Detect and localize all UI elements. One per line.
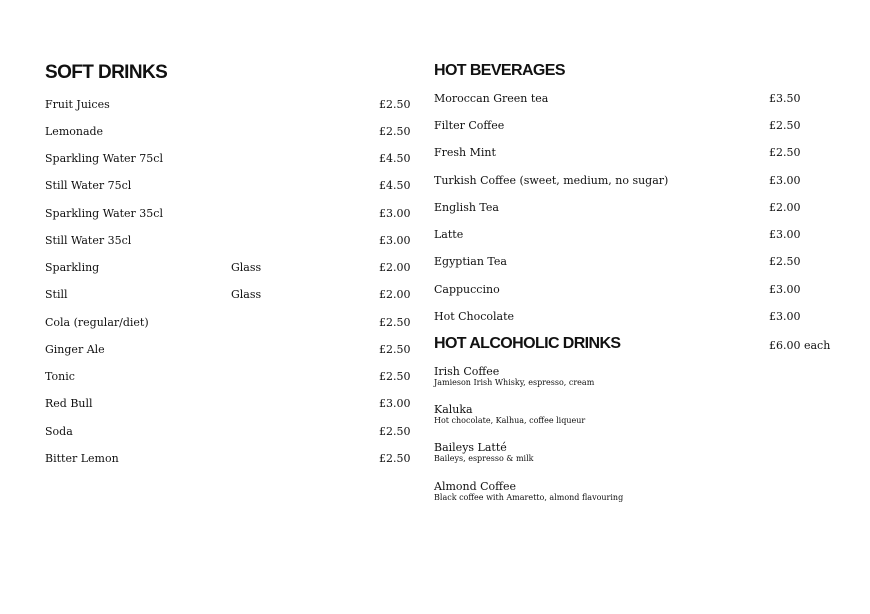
alcoholic-item [434, 403, 814, 426]
menu-item [45, 451, 415, 467]
item-price: £2.00 [769, 201, 801, 214]
item-price: £3.00 [379, 397, 411, 410]
item-name: Sparkling Water 35cl [45, 207, 163, 220]
item-price: £3.00 [769, 228, 801, 241]
item-price: £2.50 [379, 452, 411, 465]
alcoholic-item [434, 480, 814, 503]
item-name: Still Water 35cl [45, 234, 132, 247]
menu-item [45, 424, 415, 440]
item-name: Bitter Lemon [45, 452, 119, 465]
item-name: Moroccan Green tea [434, 92, 549, 105]
item-price: £2.50 [379, 343, 411, 356]
item-price: £4.50 [379, 152, 411, 165]
item-note: Glass [231, 288, 262, 301]
item-price: £2.50 [379, 370, 411, 383]
item-name: Hot Chocolate [434, 310, 515, 323]
menu-item [45, 151, 415, 167]
item-price: £2.50 [379, 98, 411, 111]
item-price: £3.00 [769, 283, 801, 296]
menu-item [45, 233, 415, 249]
menu-item [45, 178, 415, 194]
item-price: £2.50 [379, 125, 411, 138]
item-price: £3.50 [769, 92, 801, 105]
menu-item [434, 173, 844, 189]
item-name: Fruit Juices [45, 98, 110, 111]
price-each: £6.00 each [769, 339, 831, 352]
item-name: Egyptian Tea [434, 255, 507, 268]
item-price: £2.50 [769, 119, 801, 132]
item-price: £4.50 [379, 179, 411, 192]
hot-beverages-heading: HOT BEVERAGES [434, 62, 565, 79]
item-description: Black coffee with Amaretto, almond flavouring [434, 493, 624, 502]
menu-item [45, 260, 415, 276]
item-name: Filter Coffee [434, 119, 505, 132]
item-name: Cappuccino [434, 283, 500, 296]
item-name: Turkish Coffee (sweet, medium, no sugar) [434, 174, 669, 187]
item-name: English Tea [434, 201, 499, 214]
menu-item [434, 282, 844, 298]
item-name: Soda [45, 425, 73, 438]
item-price: £3.00 [379, 207, 411, 220]
item-note: Glass [231, 261, 262, 274]
menu-item [434, 145, 844, 161]
item-price: £3.00 [379, 234, 411, 247]
item-name: Red Bull [45, 397, 93, 410]
item-price: £2.00 [379, 288, 411, 301]
item-price: £2.50 [379, 425, 411, 438]
soft-drinks-heading: SOFT DRINKS [45, 62, 168, 83]
item-price: £3.00 [769, 310, 801, 323]
item-name: Kaluka [434, 403, 473, 416]
item-description: Baileys, espresso & milk [434, 454, 534, 463]
item-name: Ginger Ale [45, 343, 105, 356]
menu-item [45, 342, 415, 358]
hot-alcoholic-header [434, 336, 844, 356]
menu-item [45, 97, 415, 113]
menu-item [434, 309, 844, 325]
item-name: Almond Coffee [434, 480, 517, 493]
menu-item [434, 118, 844, 134]
menu-item [45, 396, 415, 412]
item-name: Tonic [45, 370, 75, 383]
menu-item [45, 206, 415, 222]
menu-item [434, 200, 844, 216]
menu-item [45, 369, 415, 385]
item-name: Sparkling Water 75cl [45, 152, 163, 165]
item-description: Hot chocolate, Kalhua, coffee liqueur [434, 416, 586, 425]
item-price: £3.00 [769, 174, 801, 187]
menu-item [434, 227, 844, 243]
item-name: Baileys Latté [434, 441, 507, 454]
alcoholic-item [434, 365, 814, 388]
menu-item [45, 124, 415, 140]
item-price: £2.00 [379, 261, 411, 274]
item-name: Still [45, 288, 68, 301]
menu-item [434, 254, 844, 270]
item-name: Cola (regular/diet) [45, 316, 149, 329]
alcoholic-item [434, 441, 814, 464]
menu-item [434, 91, 844, 107]
item-name: Fresh Mint [434, 146, 496, 159]
item-name: Lemonade [45, 125, 104, 138]
menu-item [45, 287, 415, 303]
item-name: Still Water 75cl [45, 179, 132, 192]
item-name: Sparkling [45, 261, 100, 274]
item-name: Latte [434, 228, 464, 241]
item-price: £2.50 [769, 146, 801, 159]
item-price: £2.50 [769, 255, 801, 268]
item-description: Jamieson Irish Whisky, espresso, cream [434, 378, 595, 387]
menu-item [45, 315, 415, 331]
hot-alcoholic-heading: HOT ALCOHOLIC DRINKS [434, 335, 621, 352]
item-price: £2.50 [379, 316, 411, 329]
item-name: Irish Coffee [434, 365, 500, 378]
